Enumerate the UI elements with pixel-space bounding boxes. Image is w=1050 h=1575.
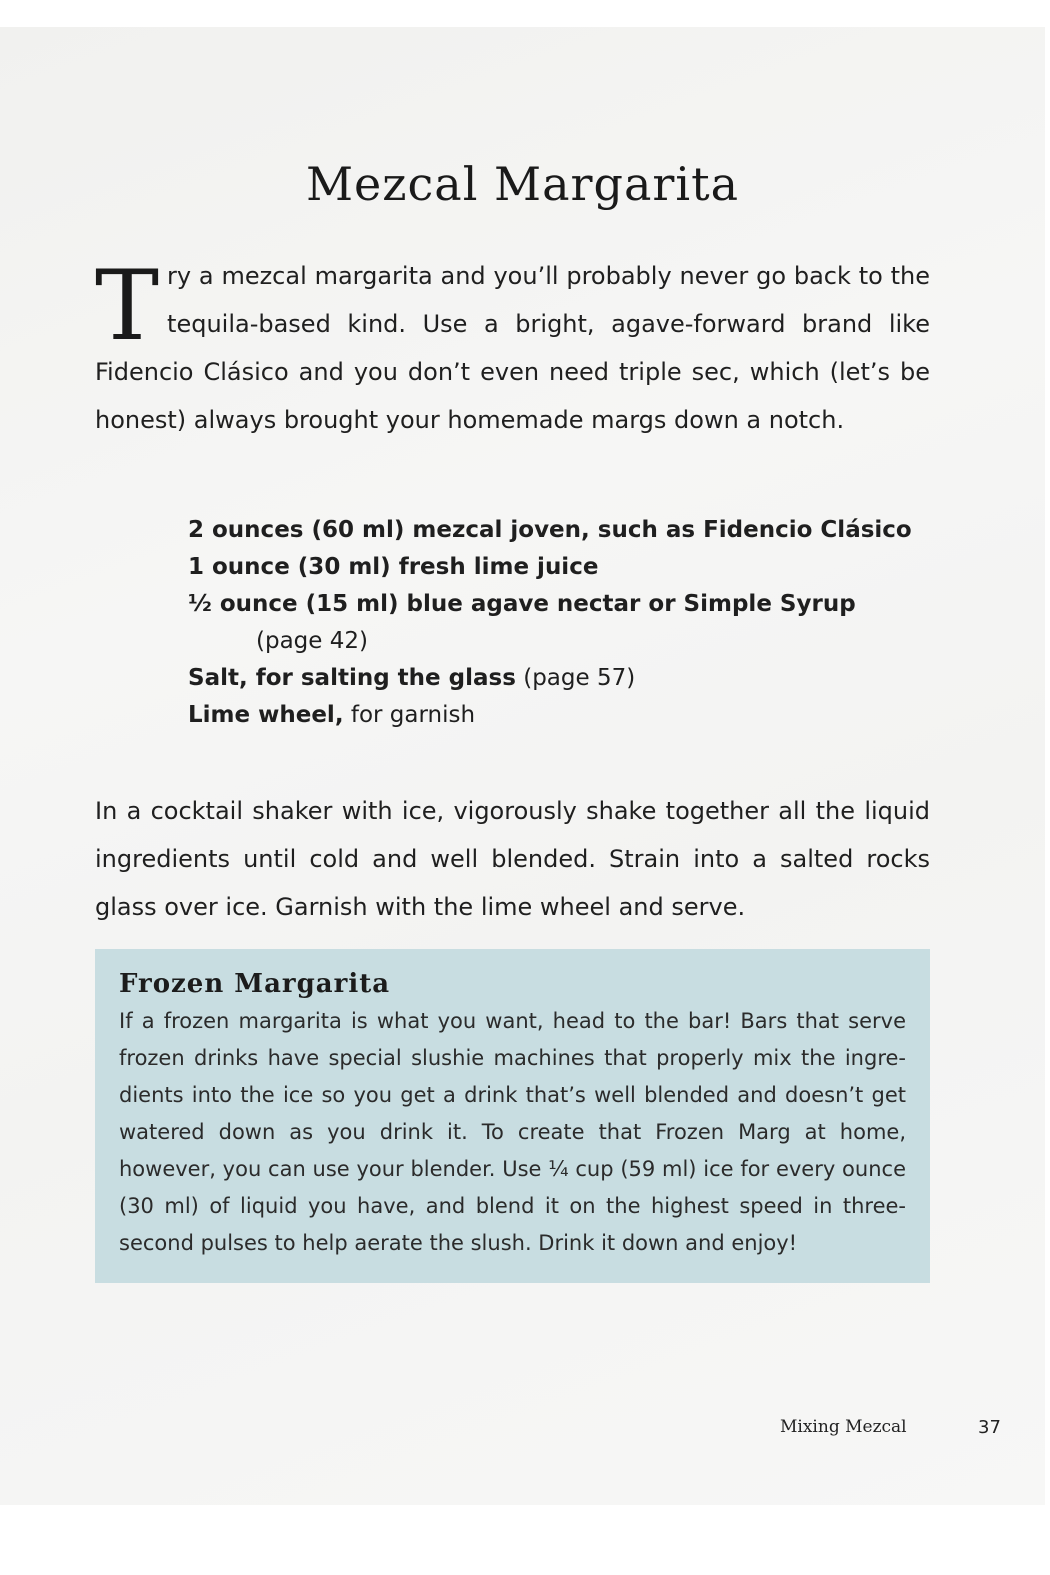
sidebar-box <box>95 949 930 1283</box>
ingredient-page-ref: (page 42) <box>256 628 368 654</box>
ingredient-name: Salt, for salting the glass <box>188 665 516 691</box>
sidebar-title: Frozen Margarita <box>119 969 391 999</box>
page-title: Mezcal Margarita <box>305 157 740 211</box>
ingredient-item <box>188 697 948 734</box>
ingredient-note: for garnish <box>343 702 476 728</box>
drop-cap: T <box>95 250 160 362</box>
ingredient-item <box>188 660 948 697</box>
ingredient-name: 1 ounce (30 ml) fresh lime juice <box>188 554 599 580</box>
ingredient-name: 2 ounces (60 ml) mezcal joven, such as Fidencio Clásico <box>188 517 912 543</box>
ingredient-list <box>188 512 948 734</box>
ingredient-item <box>188 549 948 586</box>
page-number: 37 <box>978 1417 1001 1438</box>
ingredient-item <box>188 512 948 549</box>
method-paragraph: In a cocktail shaker with ice, vigorously shake together all the liquid ingredients until cold and well blended. Strain into a salted rocks glass over ice. Garnish with the lime wheel and serve. <box>95 797 930 921</box>
sidebar-body: If a frozen margarita is what you want, head to the bar! Bars that serve frozen drinks have special slushie machines that properly mix the ingre-dients into the ice so you get a drink that’s well blended and doesn’t get watered down as you drink it. To create that Frozen Marg at home, however, you can use your blender. Use ¼ cup (59 ml) ice for every ounce (30 ml) of liquid you have, and blend it on the highest speed in three-second pulses to help aerate the slush. Drink it down and enjoy! <box>119 1009 906 1255</box>
intro-paragraph <box>95 252 930 444</box>
ingredient-item <box>188 586 948 660</box>
ingredient-note: (page 57) <box>515 665 636 691</box>
ingredient-name: Lime wheel, <box>188 702 344 728</box>
running-footer-section: Mixing Mezcal <box>780 1417 907 1437</box>
book-page <box>0 27 1045 1505</box>
ingredient-name: ½ ounce (15 ml) blue agave nectar or Simple Syrup <box>188 591 856 617</box>
intro-text: ry a mezcal margarita and you’ll probably never go back to the tequila-based kind. Use a bright, agave-forward brand like Fidencio Clásico and you don’t even need triple sec, which (let’s be honest) always brought your homemade margs down a notch. <box>95 262 930 434</box>
